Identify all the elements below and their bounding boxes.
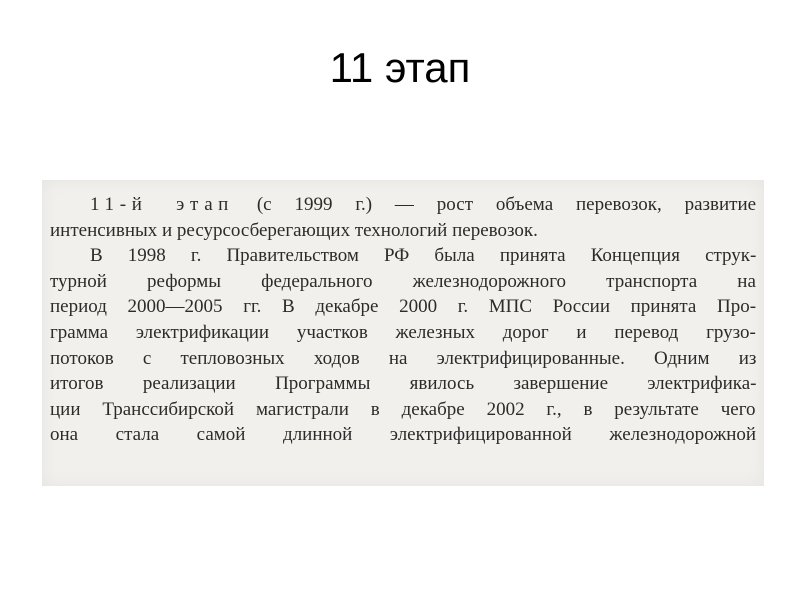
text-line-3: В 1998 г. Правительством РФ была принята Концепция струк-: [90, 245, 757, 267]
text-line-9: ции Транссибирской магистрали в декабре 2002 г., в результате чего: [50, 398, 756, 420]
scanned-page: [42, 180, 764, 486]
page-text: [50, 192, 756, 448]
text-line-8: итогов реализации Программы явилось завершение электрифика-: [50, 373, 757, 395]
stage-heading: 11-й этап: [90, 194, 234, 215]
text-line-7: потоков с тепловозных ходов на электрифицированные. Одним из: [50, 347, 757, 369]
slide-title: 11 этап: [329, 44, 471, 91]
text-line-2: интенсивных и ресурсосберегающих технологий перевозок.: [50, 219, 538, 241]
text-line-4: турной реформы федерального железнодорожного транспорта на: [50, 270, 756, 292]
text-line-1: [50, 192, 756, 218]
text-line-6: грамма электрификации участков железных дорог и перевод грузо-: [50, 321, 756, 343]
text-line-10: она стала самой длинной электрифицированной железнодорожной: [50, 424, 757, 446]
text-line-1-rest: (с 1999 г.) — рост объема перевозок, развитие: [234, 194, 757, 215]
text-line-5: период 2000—2005 гг. В декабре 2000 г. МПС России принята Про-: [50, 296, 757, 318]
